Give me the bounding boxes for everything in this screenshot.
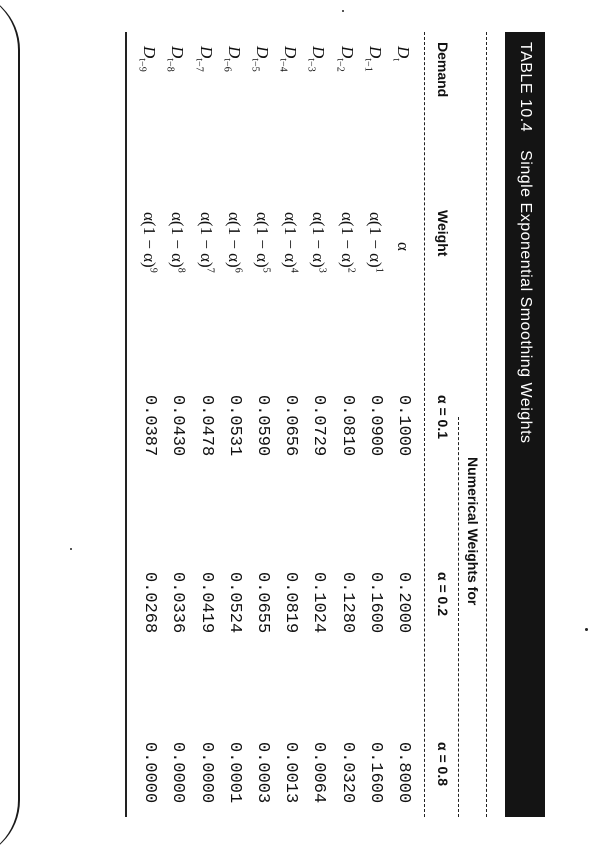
alpha-0-2-value: 0.0419 (196, 572, 216, 634)
demand-symbol: D (281, 46, 301, 59)
weight-formula: α (394, 242, 413, 251)
demand-symbol: D (168, 46, 188, 59)
weight-exponent: 8 (176, 267, 188, 273)
demand-symbol: D (253, 46, 272, 59)
weight-cell (224, 212, 244, 273)
weight-exponent: 3 (317, 267, 329, 273)
alpha-0-1-value: 0.0478 (196, 395, 216, 457)
demand-cell (362, 46, 384, 72)
demand-subscript: t−2 (334, 58, 346, 72)
demand-cell (391, 46, 413, 61)
weight-exponent: 9 (147, 267, 159, 273)
alpha-0-1-value: 0.0387 (140, 395, 160, 457)
weight-exponent: 7 (204, 267, 216, 273)
alpha-0-8-value: 0.0320 (337, 742, 357, 804)
demand-cell (165, 46, 187, 72)
weight-cell (308, 212, 328, 273)
table-title: Single Exponential Smoothing Weights (517, 150, 534, 444)
demand-cell (221, 46, 243, 72)
demand-subscript: t−1 (362, 58, 374, 72)
alpha-0-1-value: 0.0656 (281, 395, 301, 457)
weight-formula: α(1 − α) (224, 212, 244, 268)
column-header-alpha-0-8: α = 0.8 (435, 742, 451, 787)
table-title-bar (505, 32, 545, 817)
demand-subscript: t−8 (165, 58, 177, 72)
column-header-alpha-0-2: α = 0.2 (435, 572, 451, 617)
demand-symbol: D (337, 46, 357, 59)
weight-formula: α(1 − α) (281, 212, 301, 268)
alpha-0-8-value: 0.0013 (281, 742, 301, 804)
alpha-0-2-value: 0.0655 (253, 572, 272, 634)
weight-exponent: 5 (260, 267, 272, 273)
scan-speck (342, 10, 344, 12)
weight-cell (139, 212, 159, 273)
alpha-0-1-value: 0.0430 (168, 395, 188, 457)
alpha-0-8-value: 0.0001 (224, 742, 244, 804)
column-header-alpha-0-1: α = 0.1 (435, 395, 451, 440)
scan-speck (585, 628, 588, 631)
demand-symbol: D (140, 46, 160, 59)
group-header: Numerical Weights for (465, 457, 481, 606)
weight-formula: α(1 − α) (168, 212, 188, 268)
demand-subscript: t−7 (193, 58, 205, 72)
alpha-0-8-value: 0.0000 (196, 742, 216, 804)
alpha-0-2-value: 0.0268 (140, 572, 160, 634)
weight-exponent: 2 (345, 267, 357, 273)
alpha-0-2-value: 0.0819 (281, 572, 301, 634)
demand-symbol: D (394, 46, 413, 59)
alpha-0-2-value: 0.2000 (394, 572, 413, 634)
weight-formula: α(1 − α) (196, 212, 216, 268)
demand-cell (334, 46, 356, 72)
group-dashed-rule (458, 417, 459, 817)
weight-cell (167, 212, 187, 273)
weight-formula: α(1 − α) (337, 212, 357, 268)
demand-cell (137, 46, 159, 72)
table-number: TABLE 10.4 (517, 42, 534, 133)
demand-subscript: t (390, 58, 402, 62)
rotated-table (0, 32, 545, 817)
alpha-0-2-value: 0.0524 (224, 572, 244, 634)
top-dashed-rule (486, 32, 487, 817)
alpha-0-8-value: 0.0000 (168, 742, 188, 804)
alpha-0-8-value: 0.8000 (394, 742, 413, 804)
alpha-0-1-value: 0.0729 (309, 395, 329, 457)
weight-cell (280, 212, 300, 273)
alpha-0-2-value: 0.1600 (365, 572, 385, 634)
demand-symbol: D (309, 46, 329, 59)
alpha-0-8-value: 0.1600 (365, 742, 385, 804)
weight-formula: α(1 − α) (140, 212, 160, 268)
demand-cell (306, 46, 328, 72)
alpha-0-8-value: 0.0003 (253, 742, 272, 804)
alpha-0-2-value: 0.1280 (337, 572, 357, 634)
weight-formula: α(1 − α) (253, 212, 272, 268)
weight-formula: α(1 − α) (365, 212, 385, 268)
alpha-0-1-value: 0.1000 (394, 395, 413, 457)
weight-formula: α(1 − α) (309, 212, 329, 268)
weight-cell (196, 212, 216, 273)
alpha-0-2-value: 0.0336 (168, 572, 188, 634)
weight-exponent: 6 (232, 267, 244, 273)
demand-cell (250, 46, 272, 72)
alpha-0-2-value: 0.1024 (309, 572, 329, 634)
weight-cell (252, 212, 272, 273)
demand-subscript: t−3 (306, 58, 318, 72)
weight-cell (365, 212, 385, 273)
bottom-rule (125, 32, 127, 817)
demand-cell (193, 46, 215, 72)
weight-cell (337, 212, 357, 273)
demand-symbol: D (365, 46, 385, 59)
demand-subscript: t−4 (277, 58, 289, 72)
header-dashed-rule (424, 32, 425, 817)
alpha-0-8-value: 0.0064 (309, 742, 329, 804)
alpha-0-1-value: 0.0900 (365, 395, 385, 457)
alpha-0-1-value: 0.0531 (224, 395, 244, 457)
demand-cell (278, 46, 300, 72)
alpha-0-1-value: 0.0810 (337, 395, 357, 457)
weight-cell (393, 242, 413, 251)
alpha-0-8-value: 0.0000 (140, 742, 160, 804)
alpha-0-1-value: 0.0590 (253, 395, 272, 457)
column-header-weight: Weight (435, 210, 451, 257)
column-header-demand: Demand (435, 42, 451, 98)
demand-subscript: t−6 (221, 58, 233, 72)
weight-exponent: 4 (288, 267, 300, 273)
demand-symbol: D (224, 46, 244, 59)
demand-subscript: t−9 (136, 58, 148, 72)
weight-exponent: 1 (373, 267, 385, 273)
demand-symbol: D (196, 46, 216, 59)
demand-subscript: t−5 (249, 58, 261, 72)
